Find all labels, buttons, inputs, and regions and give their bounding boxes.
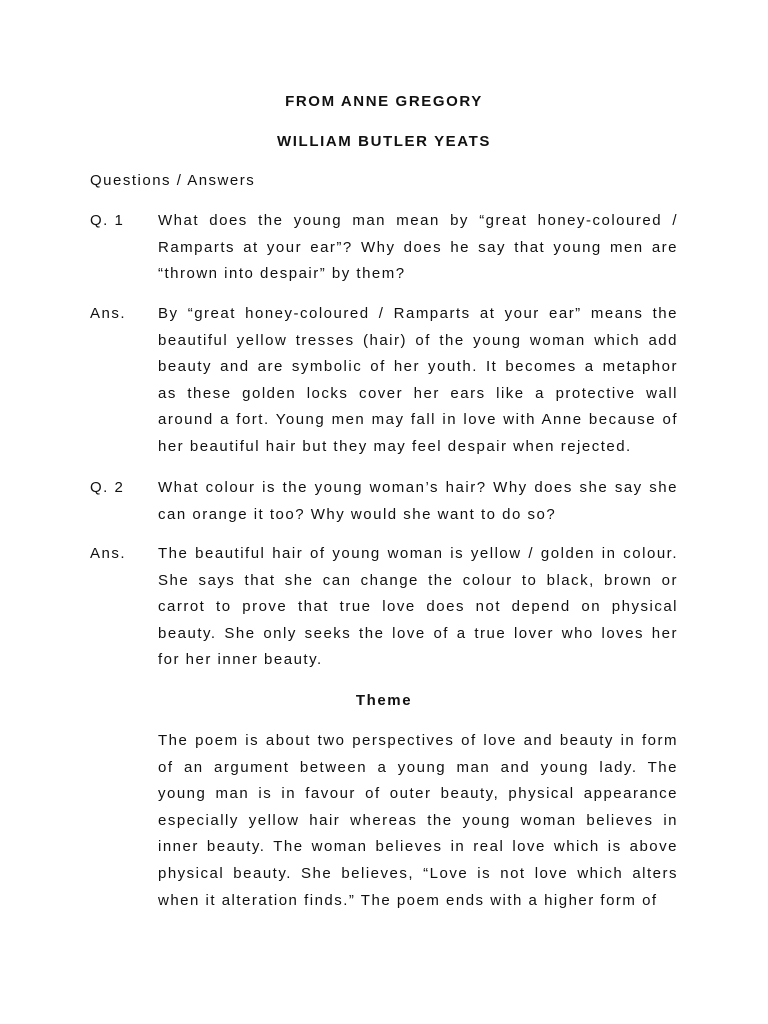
question-2-label: Q. 2 — [90, 479, 125, 496]
author-name: WILLIAM BUTLER YEATS — [277, 133, 491, 150]
answer-1-text: By “great honey-coloured / Ramparts at your ear” means the beautiful yellow tresses (hair) of the young woman which add beauty and are symbolic of her youth. It becomes a metaphor as these golden locks cover her ears like a protective wall around a fort. Young men may fall in love with Anne because of her beautiful hair but they may feel despair when rejected. — [158, 305, 678, 455]
answer-2-text: The beautiful hair of young woman is yellow / golden in colour. She says that she can change the colour to black, brown or carrot to prove that true love does not depend on physical beauty. She only seeks the love of a true lover who loves her for her inner beauty. — [158, 545, 678, 669]
theme-heading: Theme — [355, 692, 413, 709]
document-title: FROM ANNE GREGORY — [285, 93, 483, 110]
question-1-text: What does the young man mean by “great honey-coloured / Ramparts at your ear”? Why does he say that young men are “thrown into despair” by them? — [158, 212, 678, 283]
answer-1-label: Ans. — [90, 305, 127, 322]
section-label: Questions / Answers — [90, 172, 256, 189]
theme-text: The poem is about two perspectives of love and beauty in form of an argument between a young man and young lady. The young man is in favour of outer beauty, physical appearance especially yellow hair whereas the young woman believes in inner beauty. The woman believes in real love which is above physical beauty. She believes, “Love is not love which alters when it alteration finds.” The poem ends with a higher form of — [158, 732, 678, 909]
question-2-text: What colour is the young woman’s hair? Why does she say she can orange it too? Why would she want to do so? — [158, 479, 678, 523]
answer-2-label: Ans. — [90, 545, 127, 562]
question-1-label: Q. 1 — [90, 212, 125, 229]
